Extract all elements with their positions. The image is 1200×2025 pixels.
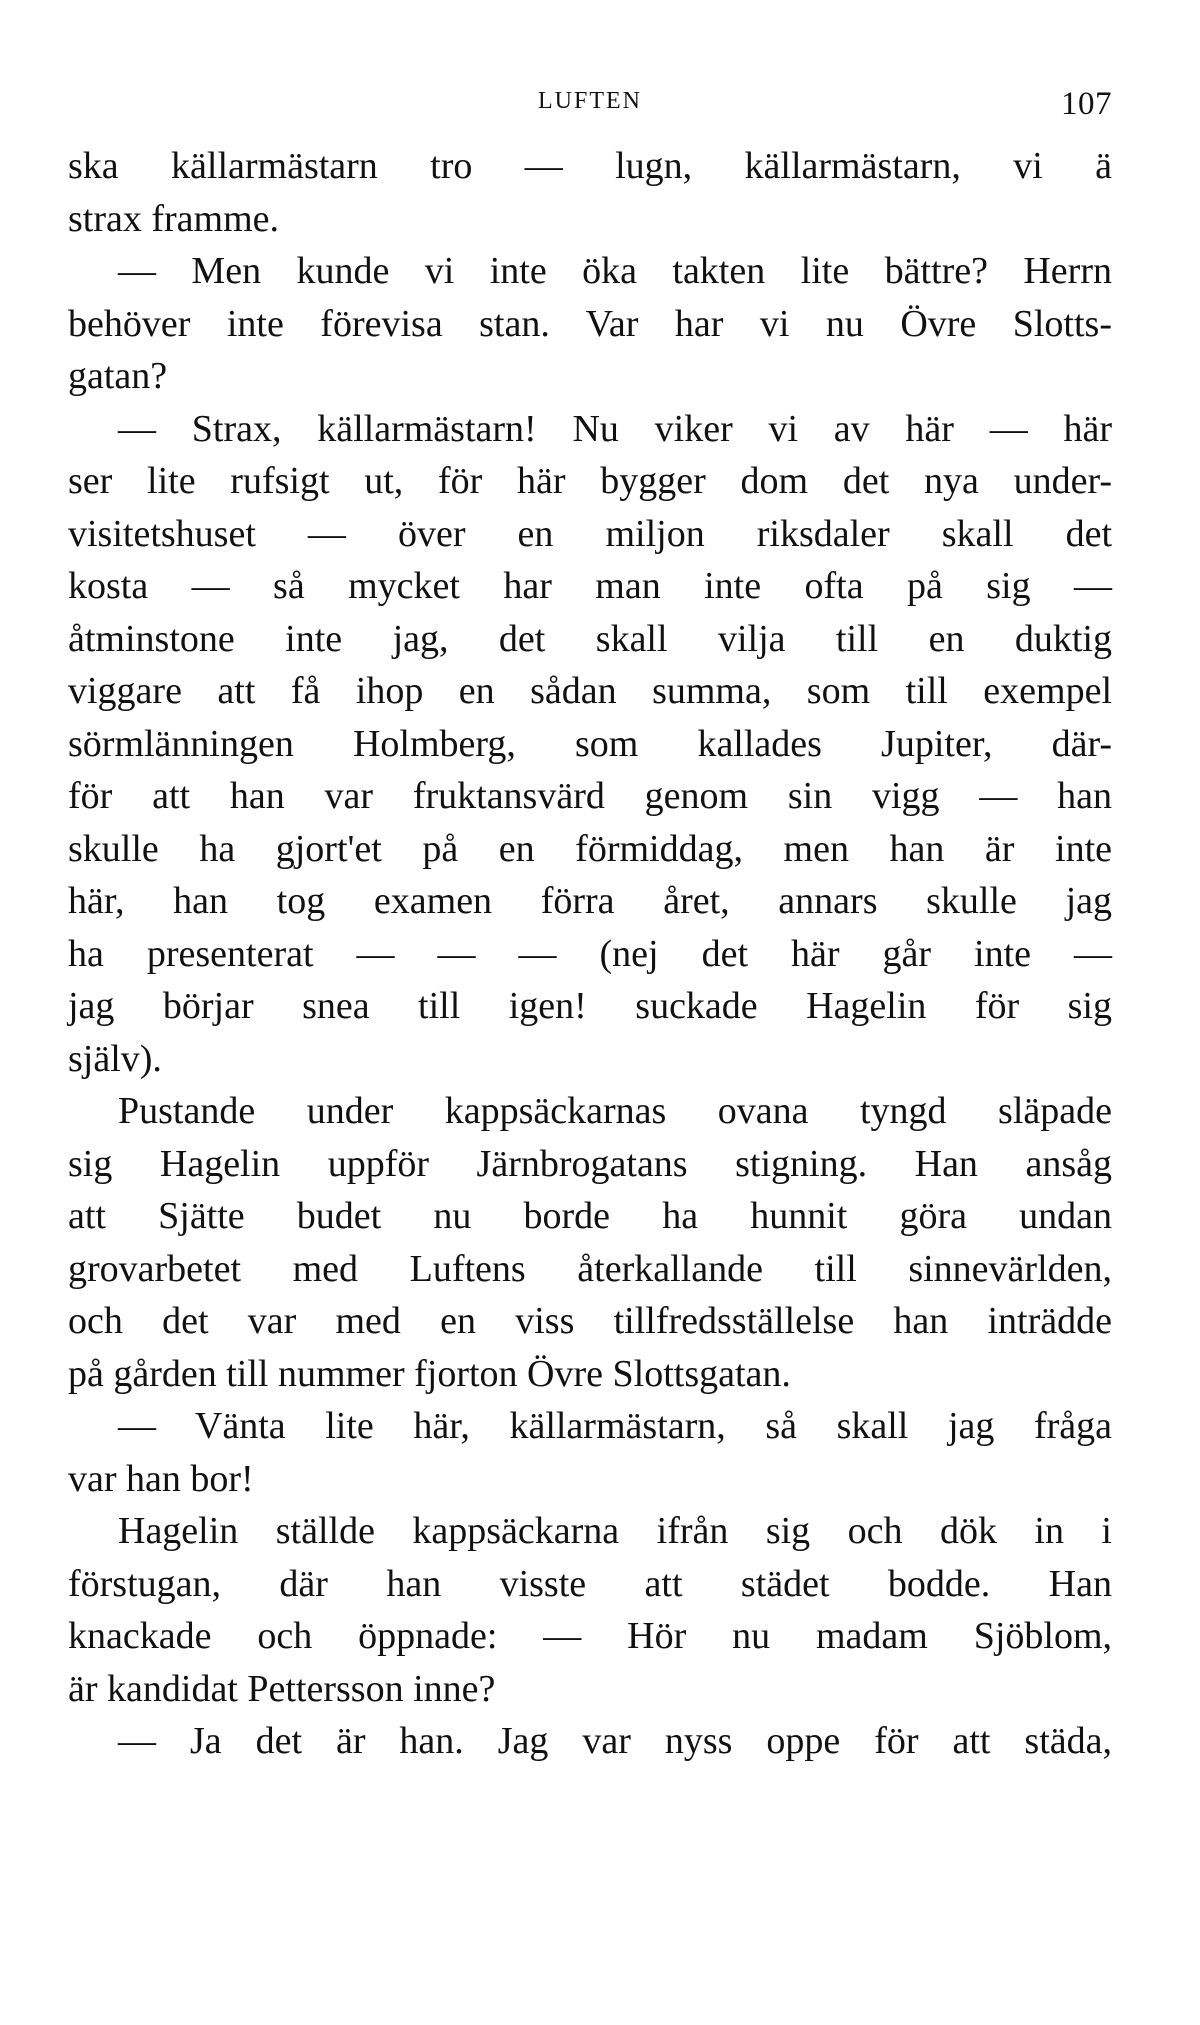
- text-line: var han bor!: [68, 1457, 254, 1500]
- text-line: — Strax, källarmästarn! Nu viker vi av här — här: [118, 407, 1112, 450]
- text-line: Pustande under kappsäckarnas ovana tyngd släpade: [118, 1090, 1112, 1132]
- text-line: behöver inte förevisa stan. Var har vi nu Övre Slotts-: [68, 302, 1112, 345]
- text-line: sörmlänningen Holmberg, som kallades Jupiter, där-: [68, 722, 1112, 765]
- text-line: förstugan, där han visste att städet bodde. Han: [68, 1562, 1112, 1605]
- text-line: viggare att få ihop en sådan summa, som till exempel: [68, 670, 1112, 712]
- text-line: själv).: [68, 1037, 162, 1080]
- text-line: att Sjätte budet nu borde ha hunnit göra undan: [68, 1195, 1112, 1237]
- text-line: är kandidat Pettersson inne?: [68, 1667, 496, 1710]
- page-number: 107: [1061, 86, 1112, 122]
- text-line: — Ja det är han. Jag var nyss oppe för att städa,: [118, 1720, 1112, 1762]
- text-line: här, han tog examen förra året, annars skulle jag: [68, 880, 1112, 922]
- text-line: gatan?: [68, 355, 168, 397]
- text-line: visitetshuset — över en miljon riksdaler skall det: [68, 512, 1112, 555]
- text-line: strax framme.: [68, 197, 280, 240]
- text-line: åtminstone inte jag, det skall vilja till en duktig: [68, 617, 1112, 660]
- text-line: knackade och öppnade: — Hör nu madam Sjöblom,: [68, 1615, 1112, 1657]
- text-line: grovarbetet med Luftens återkallande till sinnevärlden,: [68, 1247, 1112, 1290]
- body-text: [68, 140, 1112, 1768]
- text-line: — Men kunde vi inte öka takten lite bättre? Herrn: [118, 250, 1112, 292]
- text-line: kosta — så mycket har man inte ofta på sig —: [68, 565, 1112, 607]
- text-line: jag börjar snea till igen! suckade Hagelin för sig: [68, 985, 1112, 1027]
- text-line: för att han var fruktansvärd genom sin vigg — han: [68, 775, 1112, 817]
- page-header: [68, 86, 1112, 126]
- running-title: LUFTEN: [538, 88, 642, 114]
- text-line: — Vänta lite här, källarmästarn, så skall jag fråga: [118, 1405, 1112, 1447]
- text-line: Hagelin ställde kappsäckarna ifrån sig och dök in i: [118, 1510, 1112, 1552]
- text-line: och det var med en viss tillfredsställelse han inträdde: [68, 1300, 1112, 1342]
- text-line: sig Hagelin uppför Järnbrogatans stigning. Han ansåg: [68, 1142, 1112, 1185]
- text-line: skulle ha gjort'et på en förmiddag, men han är inte: [68, 827, 1112, 870]
- text-line: ska källarmästarn tro — lugn, källarmästarn, vi ä: [68, 145, 1112, 187]
- text-line: ser lite rufsigt ut, för här bygger dom det nya under-: [68, 460, 1112, 502]
- text-line: på gården till nummer fjorton Övre Slottsgatan.: [68, 1352, 791, 1395]
- text-line: ha presenterat — — — (nej det här går inte —: [68, 932, 1112, 975]
